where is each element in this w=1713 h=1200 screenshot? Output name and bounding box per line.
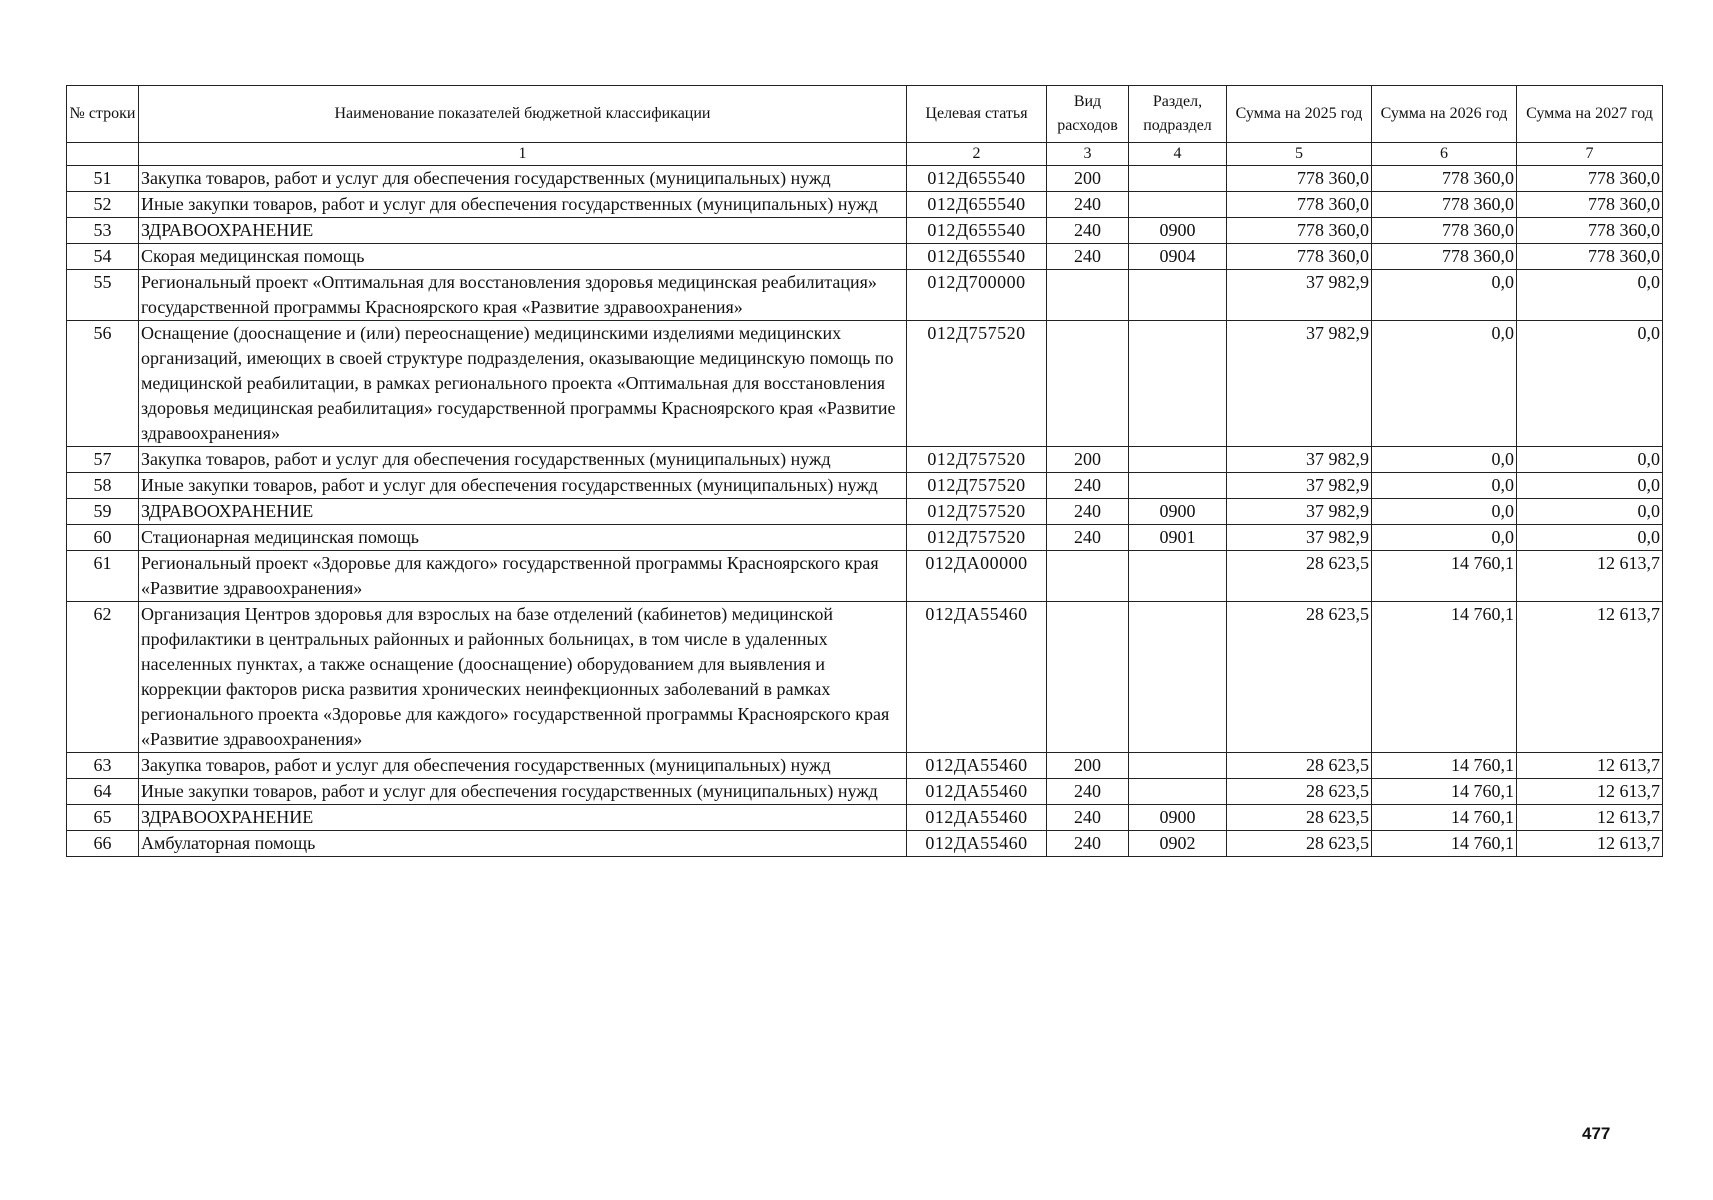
- sum-2026: 14 760,1: [1372, 753, 1517, 779]
- header-sum-2026: Сумма на 2026 год: [1372, 86, 1517, 143]
- row-number: 65: [67, 805, 139, 831]
- expense-type: 200: [1047, 447, 1129, 473]
- table-row: [67, 551, 1663, 602]
- header-target: Целевая статья: [907, 86, 1047, 143]
- sum-2027: 778 360,0: [1517, 244, 1663, 270]
- expense-type: 240: [1047, 805, 1129, 831]
- row-number: 56: [67, 321, 139, 447]
- column-number: 1: [139, 143, 907, 166]
- sum-2025: 778 360,0: [1227, 166, 1372, 192]
- sum-2027: 0,0: [1517, 321, 1663, 447]
- expense-type: 240: [1047, 244, 1129, 270]
- row-number: 51: [67, 166, 139, 192]
- target-article: 012Д655540: [907, 166, 1047, 192]
- indicator-name: Оснащение (дооснащение и (или) переоснащение) медицинскими изделиями медицинских организаций, имеющих в своей структуре подразделения, оказывающие медицинскую помощь по медицинской реабилитации, в рамках регионального проекта «Оптимальная для восстановления здоровья медицинская реабилитация» государственной программы Красноярского края «Развитие здравоохранения»: [139, 321, 907, 447]
- sum-2026: 778 360,0: [1372, 166, 1517, 192]
- sum-2025: 37 982,9: [1227, 525, 1372, 551]
- indicator-name: Стационарная медицинская помощь: [139, 525, 907, 551]
- column-number: 6: [1372, 143, 1517, 166]
- indicator-name: Региональный проект «Здоровье для каждого» государственной программы Красноярского края «Развитие здравоохранения»: [139, 551, 907, 602]
- row-number: 52: [67, 192, 139, 218]
- sum-2026: 778 360,0: [1372, 192, 1517, 218]
- budget-table: [66, 85, 1663, 857]
- sum-2027: 0,0: [1517, 447, 1663, 473]
- table-row: [67, 499, 1663, 525]
- target-article: 012ДА00000: [907, 551, 1047, 602]
- target-article: 012Д757520: [907, 321, 1047, 447]
- table-row: [67, 244, 1663, 270]
- sum-2025: 778 360,0: [1227, 192, 1372, 218]
- sum-2025: 28 623,5: [1227, 831, 1372, 857]
- indicator-name: Региональный проект «Оптимальная для восстановления здоровья медицинская реабилитация» государственной программы Красноярского края «Развитие здравоохранения»: [139, 270, 907, 321]
- expense-type: [1047, 321, 1129, 447]
- target-article: 012Д757520: [907, 473, 1047, 499]
- target-article: 012Д700000: [907, 270, 1047, 321]
- sum-2026: 0,0: [1372, 321, 1517, 447]
- sum-2026: 0,0: [1372, 499, 1517, 525]
- expense-type: 200: [1047, 753, 1129, 779]
- table-row: [67, 321, 1663, 447]
- section-subsection: [1129, 166, 1227, 192]
- table-row: [67, 447, 1663, 473]
- sum-2025: 778 360,0: [1227, 218, 1372, 244]
- sum-2026: 0,0: [1372, 525, 1517, 551]
- row-number: 58: [67, 473, 139, 499]
- section-subsection: [1129, 602, 1227, 753]
- indicator-name: Закупка товаров, работ и услуг для обеспечения государственных (муниципальных) нужд: [139, 447, 907, 473]
- section-subsection: [1129, 447, 1227, 473]
- table-row: [67, 779, 1663, 805]
- sum-2025: 37 982,9: [1227, 447, 1372, 473]
- sum-2025: 28 623,5: [1227, 753, 1372, 779]
- target-article: 012ДА55460: [907, 753, 1047, 779]
- sum-2027: 12 613,7: [1517, 831, 1663, 857]
- sum-2025: 28 623,5: [1227, 779, 1372, 805]
- sum-2025: 37 982,9: [1227, 499, 1372, 525]
- sum-2026: 14 760,1: [1372, 602, 1517, 753]
- column-number: 3: [1047, 143, 1129, 166]
- sum-2026: 778 360,0: [1372, 218, 1517, 244]
- sum-2027: 12 613,7: [1517, 779, 1663, 805]
- sum-2026: 0,0: [1372, 270, 1517, 321]
- indicator-name: ЗДРАВООХРАНЕНИЕ: [139, 499, 907, 525]
- table-row: [67, 270, 1663, 321]
- table-row: [67, 831, 1663, 857]
- sum-2025: 778 360,0: [1227, 244, 1372, 270]
- row-number: 61: [67, 551, 139, 602]
- column-number: 2: [907, 143, 1047, 166]
- target-article: 012ДА55460: [907, 831, 1047, 857]
- sum-2027: 0,0: [1517, 473, 1663, 499]
- row-number: 64: [67, 779, 139, 805]
- sum-2027: 12 613,7: [1517, 602, 1663, 753]
- section-subsection: [1129, 779, 1227, 805]
- sum-2025: 37 982,9: [1227, 270, 1372, 321]
- sum-2025: 28 623,5: [1227, 551, 1372, 602]
- target-article: 012ДА55460: [907, 602, 1047, 753]
- sum-2027: 12 613,7: [1517, 551, 1663, 602]
- target-article: 012ДА55460: [907, 779, 1047, 805]
- indicator-name: ЗДРАВООХРАНЕНИЕ: [139, 218, 907, 244]
- expense-type: 240: [1047, 779, 1129, 805]
- indicator-name: Амбулаторная помощь: [139, 831, 907, 857]
- sum-2026: 14 760,1: [1372, 805, 1517, 831]
- row-number: 53: [67, 218, 139, 244]
- indicator-name: ЗДРАВООХРАНЕНИЕ: [139, 805, 907, 831]
- section-subsection: 0900: [1129, 805, 1227, 831]
- section-subsection: 0900: [1129, 499, 1227, 525]
- indicator-name: Закупка товаров, работ и услуг для обеспечения государственных (муниципальных) нужд: [139, 753, 907, 779]
- expense-type: 240: [1047, 831, 1129, 857]
- row-number: 62: [67, 602, 139, 753]
- sum-2027: 0,0: [1517, 525, 1663, 551]
- sum-2026: 14 760,1: [1372, 831, 1517, 857]
- sum-2025: 37 982,9: [1227, 473, 1372, 499]
- expense-type: 240: [1047, 499, 1129, 525]
- section-subsection: [1129, 551, 1227, 602]
- expense-type: [1047, 602, 1129, 753]
- section-subsection: 0904: [1129, 244, 1227, 270]
- indicator-name: Иные закупки товаров, работ и услуг для обеспечения государственных (муниципальных) нужд: [139, 192, 907, 218]
- table-row: [67, 218, 1663, 244]
- expense-type: [1047, 551, 1129, 602]
- sum-2026: 778 360,0: [1372, 244, 1517, 270]
- sum-2026: 0,0: [1372, 473, 1517, 499]
- target-article: 012Д757520: [907, 525, 1047, 551]
- sum-2025: 37 982,9: [1227, 321, 1372, 447]
- table-row: [67, 753, 1663, 779]
- section-subsection: [1129, 473, 1227, 499]
- row-number: 66: [67, 831, 139, 857]
- indicator-name: Организация Центров здоровья для взрослых на базе отделений (кабинетов) медицинской профилактики в центральных районных и районных больницах, в том числе в удаленных населенных пунктах, а также оснащение (дооснащение) оборудованием для выявления и коррекции факторов риска развития хронических неинфекционных заболеваний в рамках регионального проекта «Здоровье для каждого» государственной программы Красноярского края «Развитие здравоохранения»: [139, 602, 907, 753]
- indicator-name: Иные закупки товаров, работ и услуг для обеспечения государственных (муниципальных) нужд: [139, 779, 907, 805]
- expense-type: 240: [1047, 218, 1129, 244]
- header-vid: Вид расходов: [1047, 86, 1129, 143]
- expense-type: 200: [1047, 166, 1129, 192]
- target-article: 012Д757520: [907, 447, 1047, 473]
- section-subsection: [1129, 270, 1227, 321]
- column-number: 7: [1517, 143, 1663, 166]
- table-header: [67, 86, 1663, 166]
- expense-type: [1047, 270, 1129, 321]
- row-number: 63: [67, 753, 139, 779]
- sum-2027: 778 360,0: [1517, 166, 1663, 192]
- column-number: 4: [1129, 143, 1227, 166]
- header-row-no: № строки: [67, 86, 139, 143]
- row-number: 54: [67, 244, 139, 270]
- sum-2027: 778 360,0: [1517, 218, 1663, 244]
- sum-2026: 14 760,1: [1372, 779, 1517, 805]
- indicator-name: Закупка товаров, работ и услуг для обеспечения государственных (муниципальных) нужд: [139, 166, 907, 192]
- sum-2027: 12 613,7: [1517, 753, 1663, 779]
- expense-type: 240: [1047, 473, 1129, 499]
- row-number: 59: [67, 499, 139, 525]
- table-row: [67, 805, 1663, 831]
- header-sum-2025: Сумма на 2025 год: [1227, 86, 1372, 143]
- row-number: 60: [67, 525, 139, 551]
- sum-2027: 0,0: [1517, 270, 1663, 321]
- page-number: 477: [1582, 1124, 1611, 1143]
- row-number: 57: [67, 447, 139, 473]
- sum-2027: 778 360,0: [1517, 192, 1663, 218]
- section-subsection: 0900: [1129, 218, 1227, 244]
- column-number: [67, 143, 139, 166]
- target-article: 012Д655540: [907, 218, 1047, 244]
- row-number: 55: [67, 270, 139, 321]
- sum-2027: 0,0: [1517, 499, 1663, 525]
- header-sum-2027: Сумма на 2027 год: [1517, 86, 1663, 143]
- expense-type: 240: [1047, 525, 1129, 551]
- sum-2026: 14 760,1: [1372, 551, 1517, 602]
- table-row: [67, 525, 1663, 551]
- expense-type: 240: [1047, 192, 1129, 218]
- section-subsection: 0902: [1129, 831, 1227, 857]
- target-article: 012Д655540: [907, 244, 1047, 270]
- sum-2025: 28 623,5: [1227, 602, 1372, 753]
- table-row: [67, 602, 1663, 753]
- table-row: [67, 473, 1663, 499]
- sum-2025: 28 623,5: [1227, 805, 1372, 831]
- section-subsection: [1129, 192, 1227, 218]
- table-row: [67, 192, 1663, 218]
- section-subsection: [1129, 321, 1227, 447]
- section-subsection: 0901: [1129, 525, 1227, 551]
- sum-2026: 0,0: [1372, 447, 1517, 473]
- indicator-name: Скорая медицинская помощь: [139, 244, 907, 270]
- target-article: 012ДА55460: [907, 805, 1047, 831]
- section-subsection: [1129, 753, 1227, 779]
- header-name: Наименование показателей бюджетной классификации: [139, 86, 907, 143]
- target-article: 012Д655540: [907, 192, 1047, 218]
- header-razdel: Раздел, подраздел: [1129, 86, 1227, 143]
- indicator-name: Иные закупки товаров, работ и услуг для обеспечения государственных (муниципальных) нужд: [139, 473, 907, 499]
- table-row: [67, 166, 1663, 192]
- column-number: 5: [1227, 143, 1372, 166]
- sum-2027: 12 613,7: [1517, 805, 1663, 831]
- table-body: [67, 166, 1663, 857]
- target-article: 012Д757520: [907, 499, 1047, 525]
